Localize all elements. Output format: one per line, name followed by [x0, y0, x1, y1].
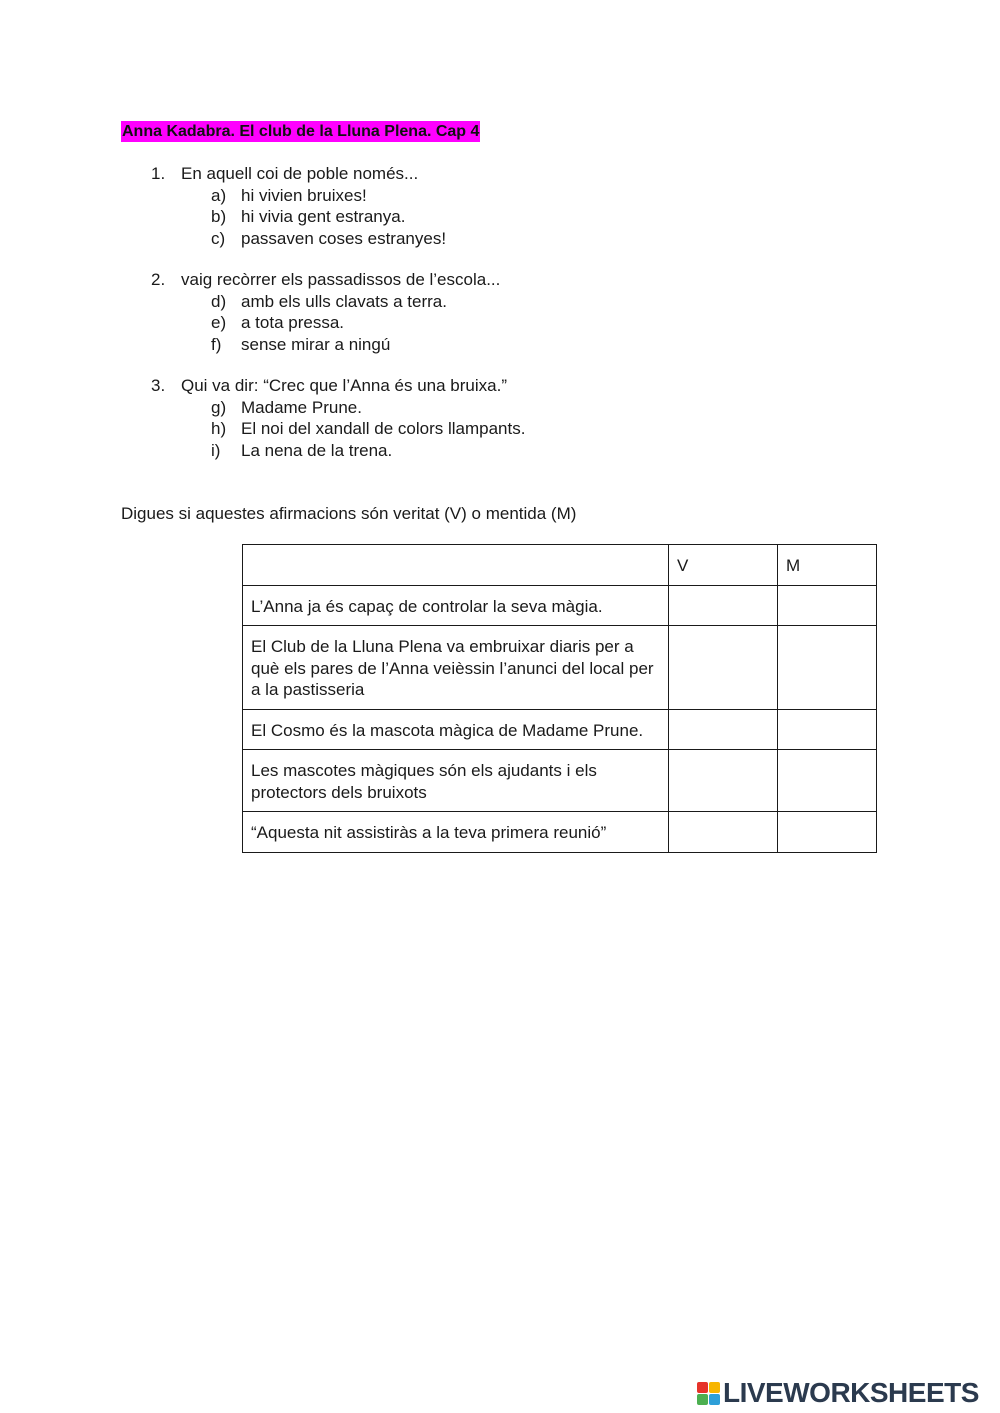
option-letter: b): [211, 207, 227, 226]
logo-square: [709, 1394, 720, 1405]
answer-m-cell[interactable]: [778, 812, 877, 853]
header-v: V: [669, 545, 778, 586]
option-g[interactable]: [151, 397, 851, 419]
question-number: 2.: [151, 270, 166, 289]
option-text: amb els ulls clavats a terra.: [241, 291, 447, 311]
answer-v-cell[interactable]: [669, 750, 778, 812]
header-statement: [243, 545, 669, 586]
option-letter: f): [211, 334, 222, 354]
option-letter: i): [211, 440, 221, 460]
option-letter: g): [211, 397, 227, 417]
statement-cell: El Cosmo és la mascota màgica de Madame Prune.: [243, 709, 669, 750]
option-text: a tota pressa.: [241, 313, 345, 332]
table-row: [243, 626, 877, 710]
option-text: hi vivia gent estranya.: [241, 207, 406, 226]
option-text: hi vivien bruixes!: [241, 185, 367, 205]
option-c[interactable]: [151, 228, 851, 250]
liveworksheets-logo: [697, 1378, 979, 1408]
header-m: M: [778, 545, 877, 586]
logo-square: [709, 1382, 720, 1393]
answer-v-cell[interactable]: [669, 812, 778, 853]
liveworksheets-logo-icon: [697, 1382, 720, 1405]
option-text: Madame Prune.: [241, 397, 362, 417]
answer-v-cell[interactable]: [669, 709, 778, 750]
question-text: Qui va dir: “Crec que l’Anna és una bruixa.”: [181, 376, 507, 395]
option-i[interactable]: [151, 440, 851, 462]
option-text: sense mirar a ningú: [241, 334, 391, 354]
option-letter: e): [211, 313, 227, 332]
question-text: vaig recòrrer els passadissos de l’escola...: [181, 270, 501, 289]
worksheet-title: Anna Kadabra. El club de la Lluna Plena. Cap 4: [122, 123, 480, 140]
question-number: 3.: [151, 376, 166, 395]
option-h[interactable]: [151, 418, 851, 440]
statement-cell: Les mascotes màgiques són els ajudants i els protectors dels bruixots: [243, 750, 669, 812]
question-list: [151, 163, 851, 481]
table-row: [243, 585, 877, 626]
logo-square: [697, 1382, 708, 1393]
option-letter: h): [211, 419, 227, 438]
table-row: [243, 709, 877, 750]
question-2: [151, 269, 851, 355]
statement-cell: “Aquesta nit assistiràs a la teva primera reunió”: [243, 812, 669, 853]
statement-cell: L’Anna ja és capaç de controlar la seva màgia.: [243, 585, 669, 626]
logo-square: [697, 1394, 708, 1405]
option-letter: c): [211, 228, 226, 248]
answer-m-cell[interactable]: [778, 585, 877, 626]
option-a[interactable]: [151, 185, 851, 207]
question-number: 1.: [151, 164, 166, 183]
logo-text: LIVEWORKSHEETS: [723, 1377, 979, 1408]
option-text: El noi del xandall de colors llampants.: [241, 419, 526, 438]
answer-m-cell[interactable]: [778, 626, 877, 710]
question-3: [151, 375, 851, 461]
option-text: passaven coses estranyes!: [241, 228, 447, 248]
true-false-table: [242, 544, 877, 853]
question-text: En aquell coi de poble només...: [181, 164, 419, 183]
option-b[interactable]: [151, 206, 851, 228]
option-letter: a): [211, 185, 227, 205]
answer-v-cell[interactable]: [669, 585, 778, 626]
option-text: La nena de la trena.: [241, 440, 393, 460]
answer-m-cell[interactable]: [778, 709, 877, 750]
option-letter: d): [211, 291, 227, 311]
answer-m-cell[interactable]: [778, 750, 877, 812]
option-f[interactable]: [151, 334, 851, 356]
table-header-row: [243, 545, 877, 586]
table-row: [243, 812, 877, 853]
true-false-instruction: Digues si aquestes afirmacions són veritat (V) o mentida (M): [121, 504, 577, 523]
question-1: [151, 163, 851, 249]
option-d[interactable]: [151, 291, 851, 313]
statement-cell: El Club de la Lluna Plena va embruixar diaris per a què els pares de l’Anna veièssin l’anunci del local per a la pastisseria: [243, 626, 669, 710]
table-row: [243, 750, 877, 812]
option-e[interactable]: [151, 312, 851, 334]
answer-v-cell[interactable]: [669, 626, 778, 710]
